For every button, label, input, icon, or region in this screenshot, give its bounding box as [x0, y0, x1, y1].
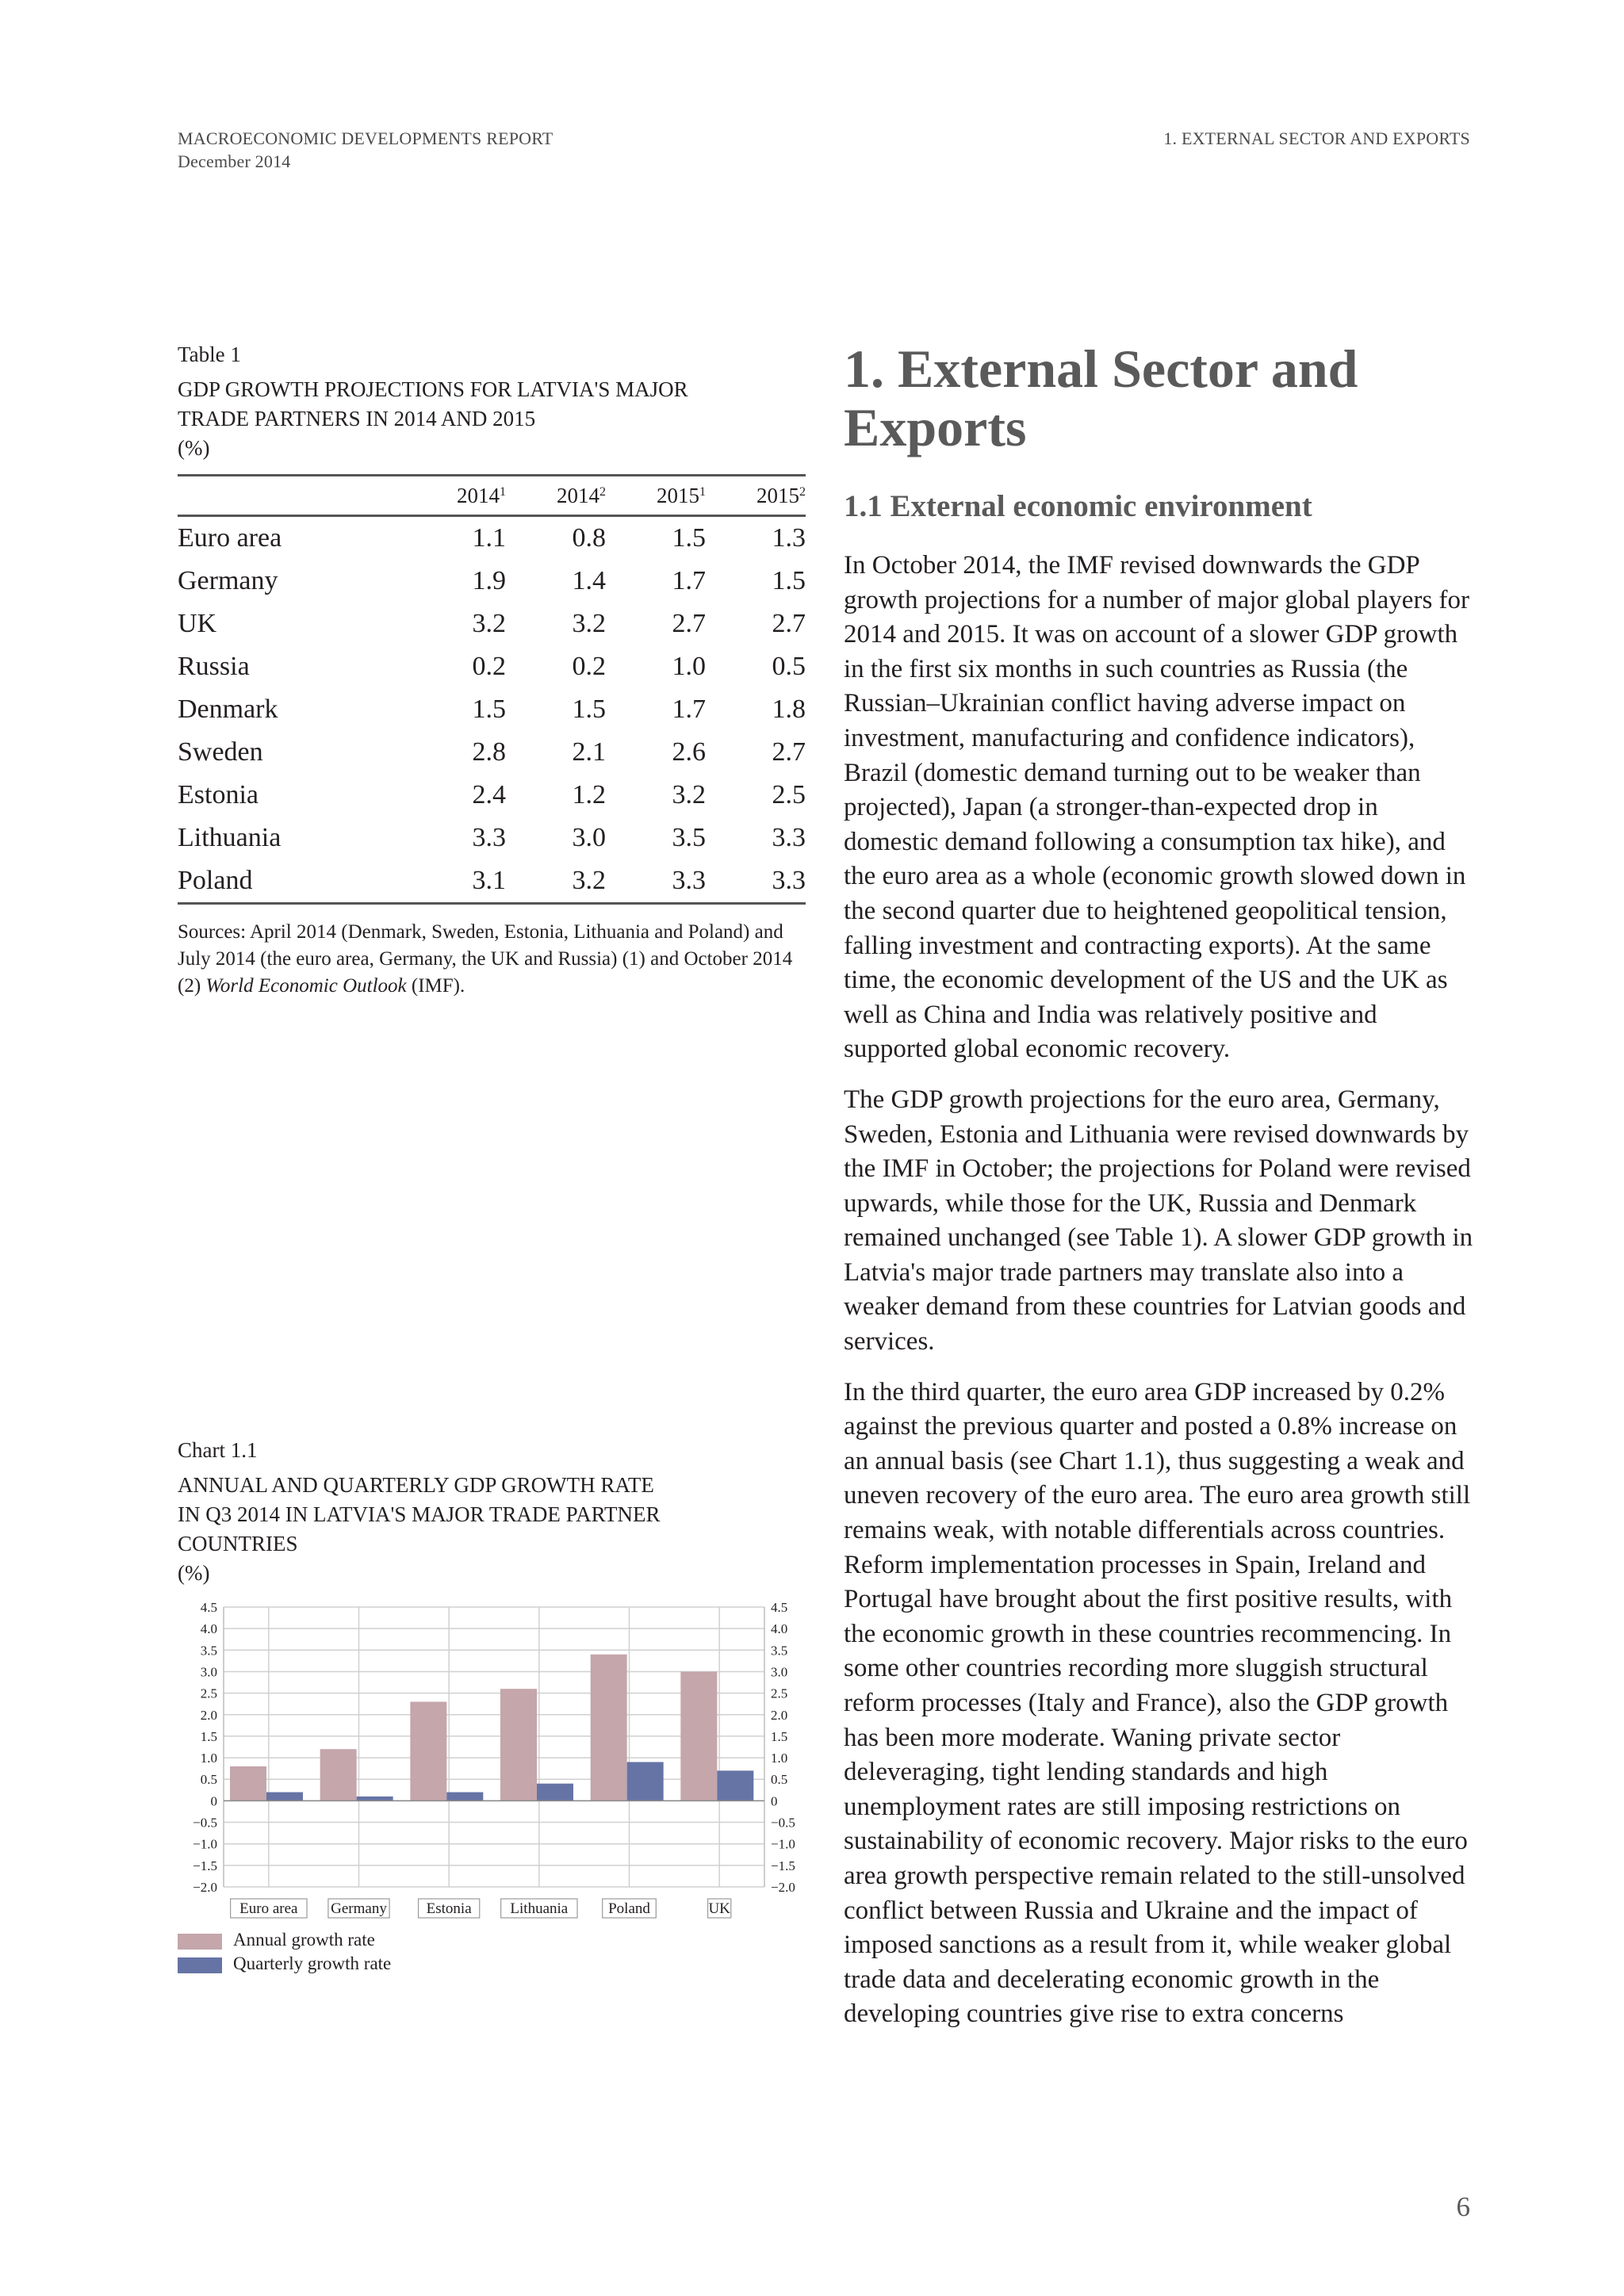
table-value-cell: 0.8 [572, 523, 606, 553]
table-value-cell: 1.5 [772, 566, 806, 595]
chart-title-line-2: IN Q3 2014 IN LATVIA'S MAJOR TRADE PARTNER [178, 1502, 661, 1526]
table-value-cell: 3.3 [772, 823, 806, 852]
table-value-cell: 1.7 [672, 695, 706, 724]
table-value-cell: 3.0 [572, 823, 606, 852]
y-tick-label-right: −0.5 [771, 1815, 795, 1831]
bar-quarterly [537, 1784, 573, 1801]
y-tick-label-left: 2.5 [200, 1686, 217, 1701]
table-country-cell: Euro area [178, 523, 282, 553]
chart-title-line-1: ANNUAL AND QUARTERLY GDP GROWTH RATE [178, 1473, 654, 1497]
table-value-cell: 1.5 [572, 695, 606, 724]
bar-quarterly [446, 1793, 483, 1801]
table-value-cell: 2.7 [772, 609, 806, 638]
table-value-cell: 3.3 [672, 866, 706, 895]
gdp-growth-bar-chart [171, 1586, 818, 1919]
table-value-cell: 0.2 [572, 652, 606, 681]
y-tick-label-left: 0.5 [200, 1772, 217, 1788]
table-value-cell: 1.8 [772, 695, 806, 724]
table-row [178, 859, 806, 904]
table-value-cell: 2.7 [672, 609, 706, 638]
table-header-country [178, 476, 406, 516]
section-heading: 1. External Sector and Exports [844, 339, 1358, 457]
table-row [178, 688, 806, 731]
y-tick-label-left: 1.5 [200, 1728, 217, 1744]
x-category-label: Euro area [239, 1900, 298, 1917]
table-caption: Table 1 [178, 342, 241, 366]
table-value-cell: 3.2 [572, 609, 606, 638]
x-category-label: Lithuania [510, 1900, 569, 1917]
table-row [178, 645, 806, 688]
table-title-line-1: GDP GROWTH PROJECTIONS FOR LATVIA'S MAJOR [178, 377, 688, 401]
chart-unit: (%) [178, 1561, 210, 1585]
table-value-cell: 2.7 [772, 737, 806, 767]
legend-swatch-quarterly [178, 1957, 222, 1973]
table-title-line-2: TRADE PARTNERS IN 2014 AND 2015 [178, 407, 536, 430]
subsection-heading: 1.1 External economic environment [844, 489, 1312, 523]
table-value-cell: 1.2 [572, 780, 606, 809]
legend-label-annual: Annual growth rate [233, 1930, 375, 1950]
y-tick-label-left: 1.0 [200, 1751, 217, 1766]
y-tick-label-right: −2.0 [771, 1880, 795, 1895]
table-country-cell: Denmark [178, 695, 278, 724]
running-header-section: 1. EXTERNAL SECTOR AND EXPORTS [1163, 128, 1470, 148]
table-value-cell: 1.4 [572, 566, 606, 595]
bar-quarterly [266, 1793, 303, 1801]
y-tick-label-right: 4.0 [771, 1621, 788, 1637]
table-value-cell: 1.1 [472, 523, 506, 553]
y-tick-label-right: 0.5 [771, 1772, 788, 1788]
table-country-cell: Estonia [178, 780, 259, 809]
table-value-cell: 1.9 [472, 566, 506, 595]
table-value-cell: 1.3 [772, 523, 806, 553]
table-value-cell: 0.2 [472, 652, 506, 681]
table-row [178, 774, 806, 817]
table-row [178, 516, 806, 561]
x-category-label: Estonia [426, 1900, 472, 1917]
table-value-cell: 2.6 [672, 737, 706, 767]
paragraph-3: In the third quarter, the euro area GDP increased by 0.2% against the previous quarter and posted a 0.8% increase on an annual basis (see Chart 1.1), thus suggesting a weak and uneven recovery of the euro area. The euro area growth still remains weak, with notable differentials across countries. Reform implementation processes in Spain, Ireland and Portugal have brought about the first positive results, with the economic growth in these countries recommencing. In some other countries recording more sluggish structural reform processes (Italy and France), also the GDP growth has been more moderate. Waning private sector deleveraging, tight lending standards and high unemployment rates are still imposing restrictions on sustainability of economic recovery. Major risks to the euro area growth perspective remain related to the still-unsolved conflict between Russia and Ukraine and the impact of imposed sanctions as a result from it, while weaker global trade data and decelerating economic growth in the developing countries give rise to extra concerns [844, 1377, 1471, 2029]
table-value-cell: 2.1 [572, 737, 606, 767]
table-row [178, 817, 806, 859]
table-row [178, 603, 806, 645]
table-header-col: 2015$^1$ [657, 483, 706, 507]
table-value-cell: 3.2 [672, 780, 706, 809]
table-value-cell: 1.7 [672, 566, 706, 595]
y-tick-label-right: 1.0 [771, 1751, 788, 1766]
table-value-cell: 0.5 [772, 652, 806, 681]
y-tick-label-right: 2.0 [771, 1707, 788, 1723]
report-title: MACROECONOMIC DEVELOPMENTS REPORT [178, 128, 553, 148]
table-value-cell: 2.8 [472, 737, 506, 767]
table-country-cell: Sweden [178, 737, 263, 767]
chart-title-line-3: COUNTRIES [178, 1532, 298, 1556]
y-tick-label-right: 4.5 [771, 1600, 788, 1615]
table-value-cell: 1.5 [472, 695, 506, 724]
report-date: December 2014 [178, 151, 291, 171]
bar-quarterly [357, 1797, 393, 1800]
table-header-col: 2014$^1$ [457, 483, 506, 507]
y-tick-label-right: 1.5 [771, 1728, 788, 1744]
legend-annual [178, 1928, 375, 1952]
table-country-cell: Poland [178, 866, 253, 895]
table-header-col: 2014$^2$ [557, 483, 606, 507]
table-value-cell: 3.2 [572, 866, 606, 895]
page-number: 6 [1456, 2191, 1470, 2222]
x-category-label: Germany [331, 1900, 387, 1917]
legend-label-quarterly: Quarterly growth rate [233, 1954, 392, 1973]
legend-swatch-annual [178, 1934, 222, 1950]
y-tick-label-left: 2.0 [200, 1707, 217, 1723]
y-tick-label-left: 3.0 [200, 1664, 217, 1680]
table-country-cell: Lithuania [178, 823, 282, 852]
table-value-cell: 3.1 [472, 866, 506, 895]
y-tick-label-left: −1.0 [193, 1836, 217, 1852]
x-category-label: UK [708, 1900, 730, 1917]
table-value-cell: 3.5 [672, 823, 706, 852]
table-value-cell: 3.2 [472, 609, 506, 638]
bar-annual [500, 1689, 537, 1800]
table-row [178, 731, 806, 774]
y-tick-label-left: −1.5 [193, 1858, 217, 1873]
paragraph-2: The GDP growth projections for the euro area, Germany, Sweden, Estonia and Lithuania were revised downwards by the IMF in October; the projections for Poland were revised upwards, while those for the UK, Russia and Denmark remained unchanged (see Table 1). A slower GDP growth in Latvia's major trade partners may translate also into a weaker demand from these countries for Latvian goods and services. [844, 1085, 1473, 1357]
table-country-cell: Russia [178, 652, 250, 681]
table-unit: (%) [178, 436, 210, 460]
y-tick-label-right: −1.5 [771, 1858, 795, 1873]
x-category-label: Poland [608, 1900, 650, 1917]
running-header-left [178, 127, 553, 173]
bar-annual [410, 1701, 446, 1800]
article-column [844, 339, 1478, 2048]
table-value-cell: 2.5 [772, 780, 806, 809]
table-header-col: 2015$^2$ [756, 483, 806, 507]
bar-quarterly [717, 1770, 753, 1800]
y-tick-label-left: 4.5 [200, 1600, 217, 1615]
y-tick-label-right: 0 [771, 1793, 778, 1809]
y-tick-label-left: 3.5 [200, 1643, 217, 1659]
table-country-cell: UK [178, 609, 217, 638]
paragraph-1: In October 2014, the IMF revised downwards the GDP growth projections for a number of major global players for 2014 and 2015. It was on account of a slower GDP growth in the first six months in such countries as Russia (the Russian–Ukrainian conflict having adverse impact on investment, manufacturing and confidence indicators), Brazil (domestic demand turning out to be weaker than projected), Japan (a stronger-than-expected drop in domestic demand following a consumption tax hike), and the euro area as a whole (economic growth slowed down in the second quarter due to heightened geopolitical tension, falling investment and contracting exports). At the same time, the economic development of the US and the UK as well as China and India was relatively positive and supported global economic recovery. [844, 551, 1470, 1064]
y-tick-label-left: −2.0 [193, 1880, 217, 1895]
bar-annual [680, 1671, 717, 1800]
y-tick-label-right: 3.5 [771, 1643, 788, 1659]
y-tick-label-right: 2.5 [771, 1686, 788, 1701]
table-value-cell: 1.0 [672, 652, 706, 681]
table-value-cell: 1.5 [672, 523, 706, 553]
table-value-cell: 3.3 [472, 823, 506, 852]
table-1-block [178, 341, 806, 1000]
bar-quarterly [627, 1762, 664, 1801]
bar-annual [591, 1655, 627, 1801]
chart-1-1-block [178, 1437, 806, 1588]
y-tick-label-left: 0 [210, 1793, 217, 1809]
table-value-cell: 2.4 [472, 780, 506, 809]
table-header-row [178, 476, 806, 516]
bar-annual [230, 1766, 266, 1800]
gdp-projections-table [178, 474, 806, 905]
table-sources-note: Sources: April 2014 (Denmark, Sweden, Estonia, Lithuania and Poland) and July 2014 (the euro area, Germany, the UK and Russia) (1) and October 2014 (2) World Economic Outlook (IMF). [178, 921, 793, 997]
y-tick-label-left: 4.0 [200, 1621, 217, 1637]
legend-quarterly [178, 1952, 391, 1976]
y-tick-label-right: 3.0 [771, 1664, 788, 1680]
chart-caption: Chart 1.1 [178, 1438, 258, 1462]
table-row [178, 560, 806, 603]
y-tick-label-left: −0.5 [193, 1815, 217, 1831]
table-country-cell: Germany [178, 566, 278, 595]
y-tick-label-right: −1.0 [771, 1836, 795, 1852]
table-value-cell: 3.3 [772, 866, 806, 895]
bar-annual [320, 1749, 357, 1800]
